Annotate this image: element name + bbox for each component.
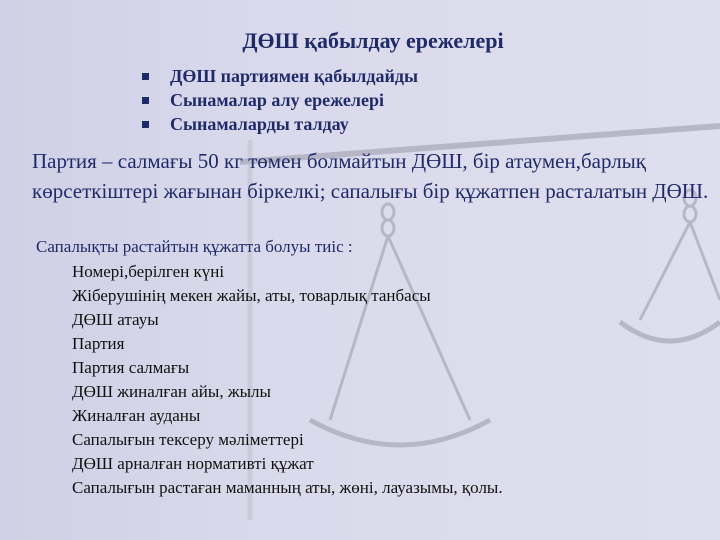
documents-list-item: Жиналған ауданы (72, 406, 201, 425)
bullet-item (138, 112, 418, 136)
documents-list-item: Номері,берілген күні (72, 262, 225, 281)
documents-list-item: Жіберушінің мекен жайы, аты, товарлық танбасы (72, 286, 431, 305)
bullet-list (138, 64, 418, 136)
square-bullet-icon (142, 73, 149, 80)
documents-heading: Сапалықты растайтын құжатта болуы тиіс : (36, 237, 353, 256)
documents-list-item: ДӨШ жиналған айы, жылы (72, 382, 271, 401)
documents-list-item: Партия (72, 334, 125, 353)
bullet-text: ДӨШ партиямен қабылдайды (170, 66, 419, 86)
documents-list-item: ДӨШ арналған нормативті құжат (72, 454, 314, 473)
batch-definition: Партия – салмағы 50 кг төмен болмайтын ДӨШ, бір атаумен,барлық көрсеткіштері жағынан біркелкі; сапалығы бір құжатпен расталатын ДӨШ. (32, 149, 709, 203)
bullet-item (138, 64, 418, 88)
documents-list-item: Сапалығын растаған маманның аты, жөні, лауазымы, қолы. (72, 478, 503, 497)
documents-list-item: ДӨШ атауы (72, 310, 159, 329)
bullet-text: Сынамалар алу ережелері (170, 90, 384, 110)
bullet-text: Сынамаларды талдау (170, 114, 349, 134)
square-bullet-icon (142, 97, 149, 104)
documents-list-item: Сапалығын тексеру мәліметтері (72, 430, 304, 449)
square-bullet-icon (142, 121, 149, 128)
documents-list (72, 260, 503, 500)
documents-list-item: Партия салмағы (72, 358, 190, 377)
bullet-item (138, 88, 418, 112)
slide-title: ДӨШ қабылдау ережелері (242, 28, 504, 53)
